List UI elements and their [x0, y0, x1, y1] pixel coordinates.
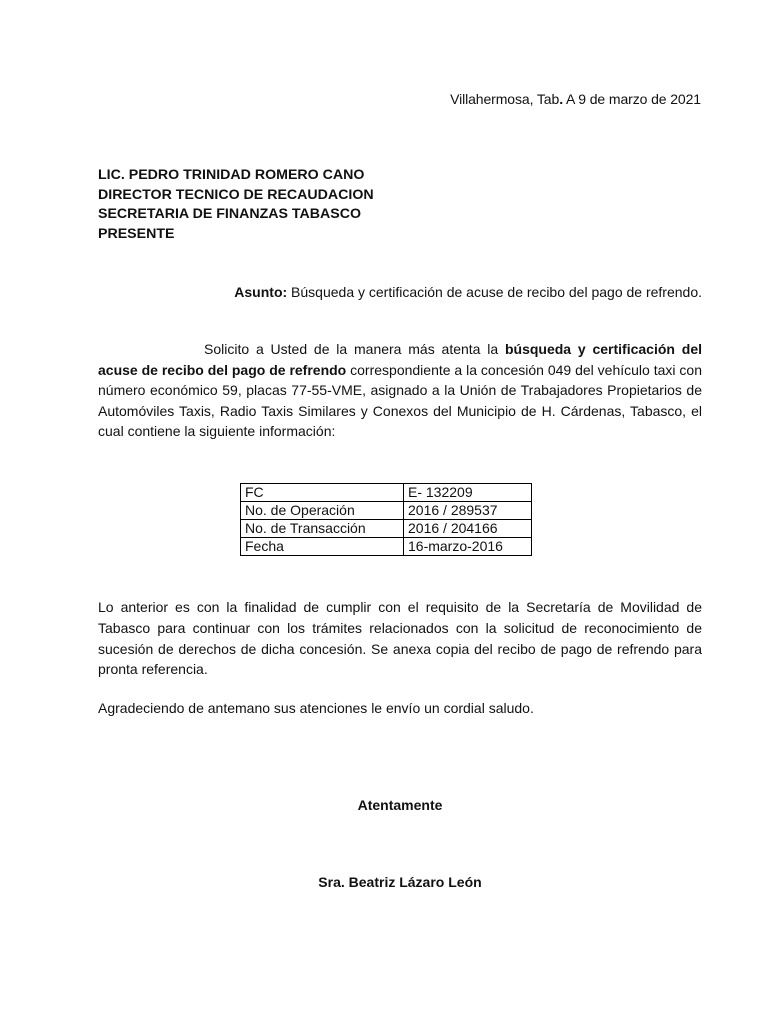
table-row — [241, 502, 532, 520]
table-cell-value: E- 132209 — [404, 484, 532, 502]
date-text: A 9 de marzo de 2021 — [562, 91, 701, 107]
table-cell-label: No. de Operación — [241, 502, 404, 520]
closing-salutation: Atentamente — [357, 797, 443, 813]
subject-text: Búsqueda y certificación de acuse de recibo del pago de refrendo. — [287, 284, 702, 300]
recipient-block — [98, 166, 374, 244]
letter-date — [450, 91, 701, 107]
table-cell-label: No. de Transacción — [241, 520, 404, 538]
table-cell-value: 2016 / 289537 — [404, 502, 532, 520]
subject-label: Asunto: — [234, 284, 288, 300]
table-cell-value: 2016 / 204166 — [404, 520, 532, 538]
recipient-name: LIC. PEDRO TRINIDAD ROMERO CANO — [98, 167, 365, 183]
request-text-bold: búsqueda y certificación del acuse de recibo del pago de refrendo — [98, 341, 702, 378]
table-cell-value: 16-marzo-2016 — [404, 538, 532, 556]
table-row — [241, 538, 532, 556]
table-row — [241, 520, 532, 538]
body-paragraph-request — [98, 339, 702, 442]
recipient-presente: PRESENTE — [98, 225, 175, 242]
table-cell-label: Fecha — [241, 538, 404, 556]
request-text-end: correspondiente a la concesión 049 del vehículo taxi con número económico 59, placas 77-55-VME, asignado a la Unión de Trabajadores Propietarios de Automóviles Taxis, Radio Taxis Similares y Conexos del Municipio de H. Cárdenas, Tabasco, el cual contiene la siguiente información: — [98, 361, 702, 439]
body-paragraph-purpose: Lo anterior es con la finalidad de cumplir con el requisito de la Secretaría de Movilidad de Tabasco para continuar con los trámites relacionados con la solicitud de reconocimiento de sucesión de derechos de dicha concesión. Se anexa copia del recibo de pago de refrendo para pronta referencia. — [98, 599, 702, 678]
body-paragraph-thanks: Agradeciendo de antemano sus atenciones le envío un cordial saludo. — [98, 700, 534, 716]
date-dot: . — [559, 91, 563, 107]
table-cell-label: FC — [241, 484, 404, 502]
signer-name: Sra. Beatriz Lázaro León — [318, 874, 482, 890]
request-text-start: Solicito a Usted de la manera más atenta la — [204, 341, 505, 357]
recipient-organization: SECRETARIA DE FINANZAS TABASCO — [98, 206, 361, 222]
recipient-title: DIRECTOR TECNICO DE RECAUDACION — [98, 186, 374, 203]
subject-line — [234, 284, 702, 300]
table-row — [241, 484, 532, 502]
date-place: Villahermosa, Tab — [450, 91, 560, 107]
info-table — [240, 483, 532, 556]
